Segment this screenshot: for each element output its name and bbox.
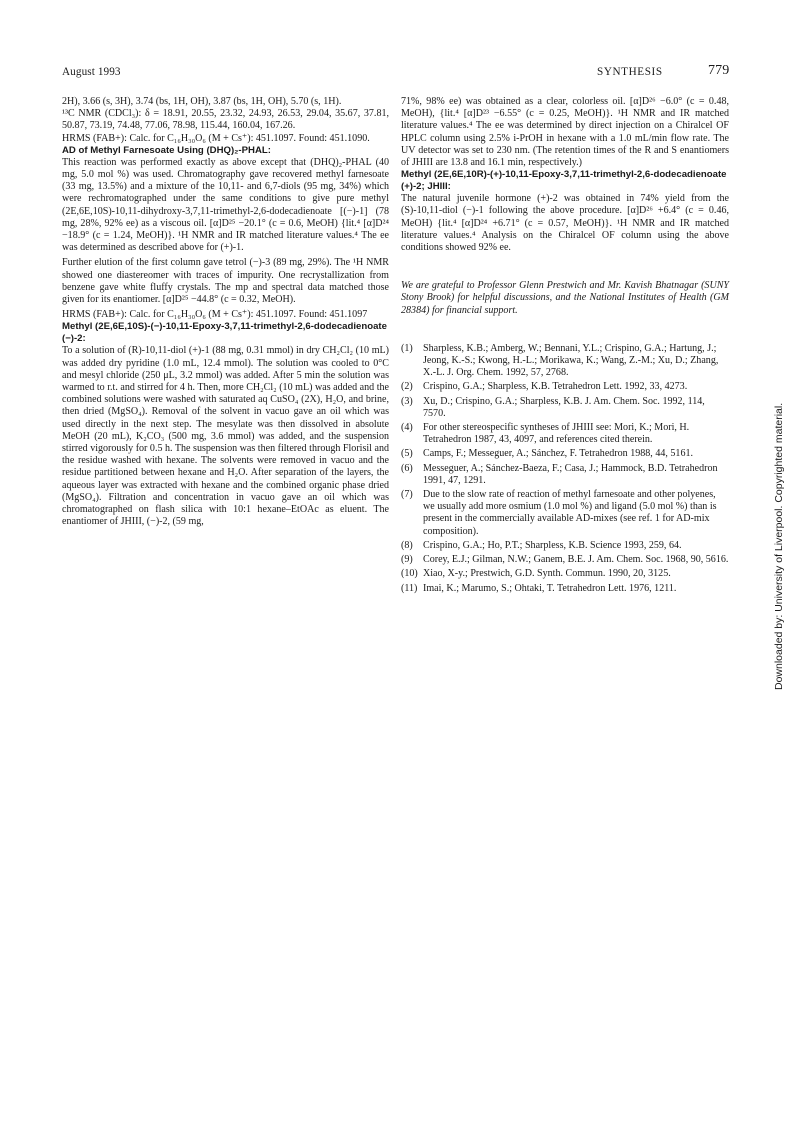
epoxide-result-paragraph: 71%, 98% ee) was obtained as a clear, colorless oil. [α]D²⁶ −6.0° (c = 0.48, MeOH), {lit.⁴ [α]D²³ −6.55° (c = 0.25, MeOH)}. ¹H NMR and IR matched literature values.⁴ The ee was determined by direct injection on a Chiralcel OF HPLC column using 2.5% i-PrOH in hexane with a 1.0 mL/min flow rate. The UV detector was set to 230 nm. (The retention times of the R and S enantiomers of JHIII are 13.8 and 16.1 min, respectively.) [401,96,729,169]
reference-text: For other stereospecific syntheses of JHIII see: Mori, K.; Mori, H. Tetrahedron 1987, 43, 4097, and references cited therein. [423,422,690,446]
reference-number: (9) [401,554,413,566]
header-date: August 1993 [62,66,121,78]
reference-number: (8) [401,539,413,551]
reference-number: (1) [401,342,413,354]
reference-item [401,448,729,460]
carbon-nmr-data: ¹³C NMR (CDCl₃): δ = 18.91, 20.55, 23.32, 24.93, 26.53, 29.04, 35.67, 37.81, 50.87, 73.19, 74.48, 77.06, 78.98, 115.44, 160.04, 167.26. [62,108,389,132]
reference-text: Xu, D.; Crispino, G.A.; Sharpless, K.B. J. Am. Chem. Soc. 1992, 114, 7570. [423,395,705,419]
epoxide-procedure-paragraph: To a solution of (R)-10,11-diol (+)-1 (88 mg, 0.31 mmol) in dry CH₂Cl₂ (10 mL) was added dry pyridine (1.0 mL, 12.4 mmol). The solution was cooled to 0°C and mesyl chloride (250 μL, 3.2 mmol) was added. After 5 min the solution was warmed to r.t. and stirred for 4 h. Then, more CH₂Cl₂ (10 mL) was added and the combined solutions were washed with saturated aq CuSO₄ (2X), H₂O, and brine, then dried (MgSO₄). Removal of the solvent in vacuo gave an oil which was used directly in the next step. The mesylate was then dissolved in absolute MeOH (20 mL), K₂CO₃ (500 mg, 3.6 mmol) was added, and the suspension stirred vigorously for 0.5 h. The suspension was then filtered through Florisil and the residue washed with hexane. The solvents were removed in vacuo and the residue partitioned between hexane and H₂O. After separation of the layers, the aqueous layer was extracted with hexane and the combined organic phase dried (MgSO₄). Filtration and concentration in vacuo gave an oil which was chromatographed on flash silica with 10:1 hexane–EtOAc as eluent. The enantiomer of JHIII, (−)-2, (59 mg, [62,345,389,528]
reference-item [401,463,729,487]
section-heading-ad-methyl-farnesoate: AD of Methyl Farnesoate Using (DHQ)₂-PHAL: [62,144,271,156]
reference-item [401,396,729,420]
reference-text: Sharpless, K.B.; Amberg, W.; Bennani, Y.L.; Crispino, G.A.; Hartung, J.; Jeong, K.-S.; Kwong, H.-L.; Morikawa, K.; Wang, Z.-M.; Xu, D.; Zhang, X.-L. J. Org. Chem. 1992, 57, 2768. [423,342,719,379]
reference-number: (7) [401,489,413,501]
section-heading-jhiii: Methyl (2E,6E,10R)-(+)-10,11-Epoxy-3,7,11-trimethyl-2,6-dodecadienoate (+)-2; JHIII: [401,169,727,193]
reference-text: Due to the slow rate of reaction of methyl farnesoate and other polyenes, we usually add more osmium (1.0 mol %) and ligand (5.0 mol %) than is present in the commercially available AD-mixes (see ref. 1 for AD-mix composition). [423,489,717,537]
reference-item [401,489,729,538]
tetrol-paragraph: Further elution of the first column gave tetrol (−)-3 (89 mg, 29%). The ¹H NMR showed one diastereomer with traces of impurity. One recrystallization from benzene gave white fluffy crystals. The mp and spectral data matched those given for its enantiomer. [α]D²⁵ −44.8° (c = 0.32, MeOH). [62,257,389,306]
reference-text: Messeguer, A.; Sánchez-Baeza, F.; Casa, J.; Hammock, B.D. Tetrahedron 1991, 47, 1291. [423,462,718,486]
hrms-data: HRMS (FAB+): Calc. for C₁₆H₃₀O₆ (M + Cs⁺): 451.1097. Found: 451.1090. [62,132,370,144]
reference-number: (10) [401,568,418,580]
jhiii-paragraph: The natural juvenile hormone (+)-2 was obtained in 74% yield from the (S)-10,11-diol (−)-1 following the above procedure. [α]D²⁶ +6.4° (c = 0.46, MeOH) {lit.⁴ [α]D²⁴ +6.71° (c = 0.57, MeOH)}. ¹H NMR and IR matched literature values.⁴ Analysis on the Chiralcel OF column using the above conditions showed 92% ee. [401,193,729,254]
reference-text: Corey, E.J.; Gilman, N.W.; Ganem, B.E. J. Am. Chem. Soc. 1968, 90, 5616. [423,554,729,566]
acknowledgement: We are grateful to Professor Glenn Prestwich and Mr. Kavish Bhatnagar (SUNY Stony Brook) for helpful discussions, and the National Institutes of Health (GM 28384) for financial support. [401,280,729,316]
reference-number: (4) [401,422,413,434]
reference-list [401,343,729,595]
reference-item [401,568,729,580]
nmr-data-continued: 2H), 3.66 (s, 3H), 3.74 (bs, 1H, OH), 3.87 (bs, 1H, OH), 5.70 (s, 1H). [62,96,342,107]
reference-number: (3) [401,395,413,407]
procedure-paragraph: This reaction was performed exactly as above except that (DHQ)₂-PHAL (40 mg, 5.0 mol %) was used. Chromatography gave recovered methyl farnesoate (33 mg, 13.5%) and a mixture of the 10,11- and 6,7-diols (95 mg, 34%) which were rechromatographed under the same conditions to give pure methyl (2E,6E,10S)-10,11-dihydroxy-3,7,11-trimethyl-2,6-dodecadienoate [(−)-1] (78 mg, 28%, 92% ee) as a viscous oil. [α]D²⁵ −20.1° (c = 0.6, MeOH) {lit.⁴ [α]D²⁴ −18.9° (c = 1.24, MeOH)}. ¹H NMR and IR matched literature values.⁴ The ee was determined as described above for (+)-1. [62,156,389,254]
reference-text: Imai, K.; Marumo, S.; Ohtaki, T. Tetrahedron Lett. 1976, 1211. [423,582,677,594]
reference-number: (6) [401,462,413,474]
reference-number: (2) [401,381,413,393]
reference-text: Crispino, G.A.; Ho, P.T.; Sharpless, K.B. Science 1993, 259, 64. [423,539,682,551]
reference-text: Xiao, X-y.; Prestwich, G.D. Synth. Commun. 1990, 20, 3125. [423,568,671,580]
right-column [401,96,729,597]
reference-item [401,422,729,446]
left-column [62,96,389,529]
reference-item [401,583,729,595]
reference-item [401,343,729,380]
header-page-number: 779 [708,63,730,78]
reference-item [401,540,729,552]
reference-item [401,554,729,566]
reference-text: Crispino, G.A.; Sharpless, K.B. Tetrahedron Lett. 1992, 33, 4273. [423,381,688,393]
reference-number: (11) [401,582,418,594]
reference-item [401,381,729,393]
hrms-data-2: HRMS (FAB+): Calc. for C₁₆H₃₀O₆ (M + Cs⁺): 451.1097. Found: 451.1097 [62,309,368,321]
reference-text: Camps, F.; Messeguer, A.; Sánchez, F. Tetrahedron 1988, 44, 5161. [423,448,694,460]
section-heading-epoxide-minus: Methyl (2E,6E,10S)-(−)-10,11-Epoxy-3,7,11-trimethyl-2,6-dodecadienoate (−)-2: [62,321,387,345]
reference-number: (5) [401,448,413,460]
download-watermark: Downloaded by: University of Liverpool. Copyrighted material. [773,402,785,690]
header-journal-name: SYNTHESIS [597,66,663,78]
